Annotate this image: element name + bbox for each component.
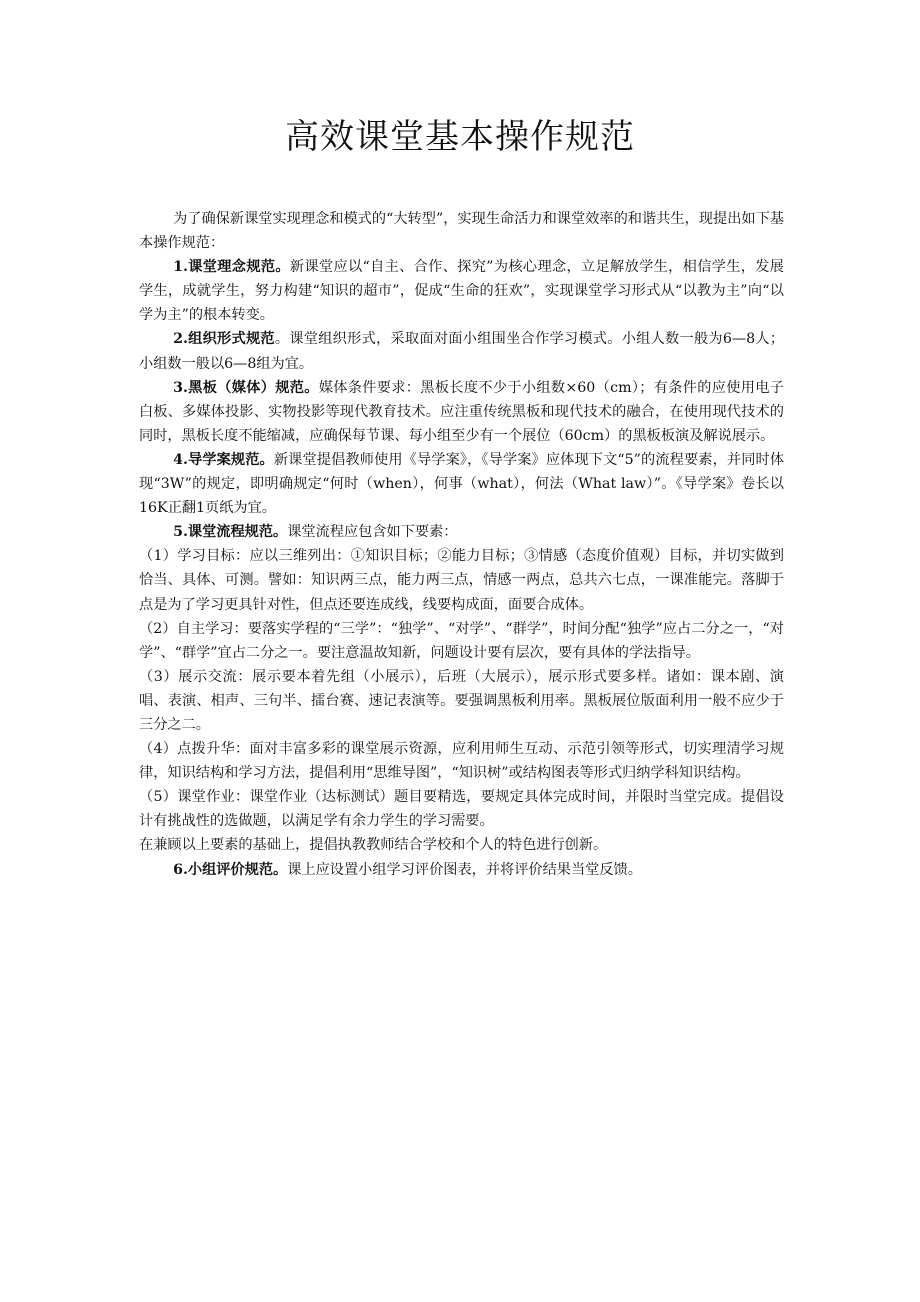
intro-paragraph: 为了确保新课堂实现理念和模式的“大转型”，实现生命活力和课堂效率的和谐共生，现提出如下基本操作规范： (139, 211, 784, 252)
flow-item-guidance: （4）点拨升华：面对丰富多彩的课堂展示资源，应利用师生互动、示范引领等形式，切实理清学习规律，知识结构和学习方法，提倡利用“思维导图”，“知识树”或结构图表等形式归纳学科知识结构。 (139, 741, 784, 782)
section-guide-plan (139, 448, 784, 520)
section-heading: 4.导学案规范。 (173, 451, 274, 468)
page-title: 高效课堂基本操作规范 (285, 117, 635, 157)
flow-item-presentation: （3）展示交流：展示要本着先组（小展示），后班（大展示），展示形式要多样。诸如：课本剧、演唱、表演、相声、三句半、擂台赛、速记表演等。要强调黑板利用率。黑板展位版面利用一般不应少于三分之二。 (139, 668, 784, 733)
section-blackboard (139, 376, 784, 448)
section-text: 新课堂提倡教师使用《导学案》，《导学案》应体现下文“5”的流程要素，并同时体现“3W”的规定，即明确规定“何时（when），何事（what），何法（What law）”。《导学案》卷长以16K正翻1页纸为宜。 (139, 451, 785, 517)
section-text: 新课堂应以“自主、合作、探究”为核心理念，立足解放学生，相信学生，发展学生，成就学生，努力构建“知识的超市”，促成“生命的狂欢”，实现课堂学习形式从“以教为主”向“以学为主”的根本转变。 (139, 259, 784, 324)
section-text: 。课堂组织形式，采取面对面小组围坐合作学习模式。小组人数一般为6—8人；小组数一般以6—8组为宜。 (139, 331, 785, 372)
document-body (139, 207, 784, 882)
section-text: 课上应设置小组学习评价图表，并将评价结果当堂反馈。 (287, 861, 642, 878)
section-heading: 2.组织形式规范 (173, 331, 275, 348)
section-concept (139, 255, 784, 327)
section-heading: 3.黑板（媒体）规范。 (173, 379, 319, 396)
section-text: 课堂流程应包含如下要素： (287, 524, 458, 541)
section-heading: 1.课堂理念规范。 (173, 259, 290, 276)
section-group-evaluation (139, 858, 784, 882)
section-flow (139, 520, 784, 544)
section-heading: 5.课堂流程规范。 (173, 524, 288, 541)
section-text: 媒体条件要求：黑板长度不少于小组数×60（cm）；有条件的应使用电子白板、多媒体投影、实物投影等现代教育技术。应注重传统黑板和现代技术的融合，在使用现代技术的同时，黑板长度不能缩减，应确保每节课、每小组至少有一个展位（60cm）的黑板板演及解说展示。 (139, 379, 784, 444)
section-organization (139, 327, 784, 375)
flow-item-homework: （5）课堂作业：课堂作业（达标测试）题目要精选，要规定具体完成时间，并限时当堂完成。提倡设计有挑战性的选做题，以满足学有余力学生的学习需要。 (139, 789, 784, 830)
flow-item-objectives: （1）学习目标：应以三维列出：①知识目标；②能力目标；③情感（态度价值观）目标，并切实做到恰当、具体、可测。譬如：知识两三点，能力两三点，情感一两点，总共六七点，一课准能完。落脚于点是为了学习更具针对性，但点还要连成线，线要构成面，面要合成体。 (139, 548, 784, 613)
flow-closing: 在兼顾以上要素的基础上，提倡执教教师结合学校和个人的特色进行创新。 (139, 837, 608, 854)
section-heading: 6.小组评价规范。 (173, 861, 288, 878)
flow-item-self-study: （2）自主学习：要落实学程的“三学”：“独学”、“对学”、“群学”，时间分配“独学”应占二分之一，“对学”、“群学”宜占二分之一。要注意温故知新，问题设计要有层次，要有具体的学法指导。 (139, 620, 784, 661)
